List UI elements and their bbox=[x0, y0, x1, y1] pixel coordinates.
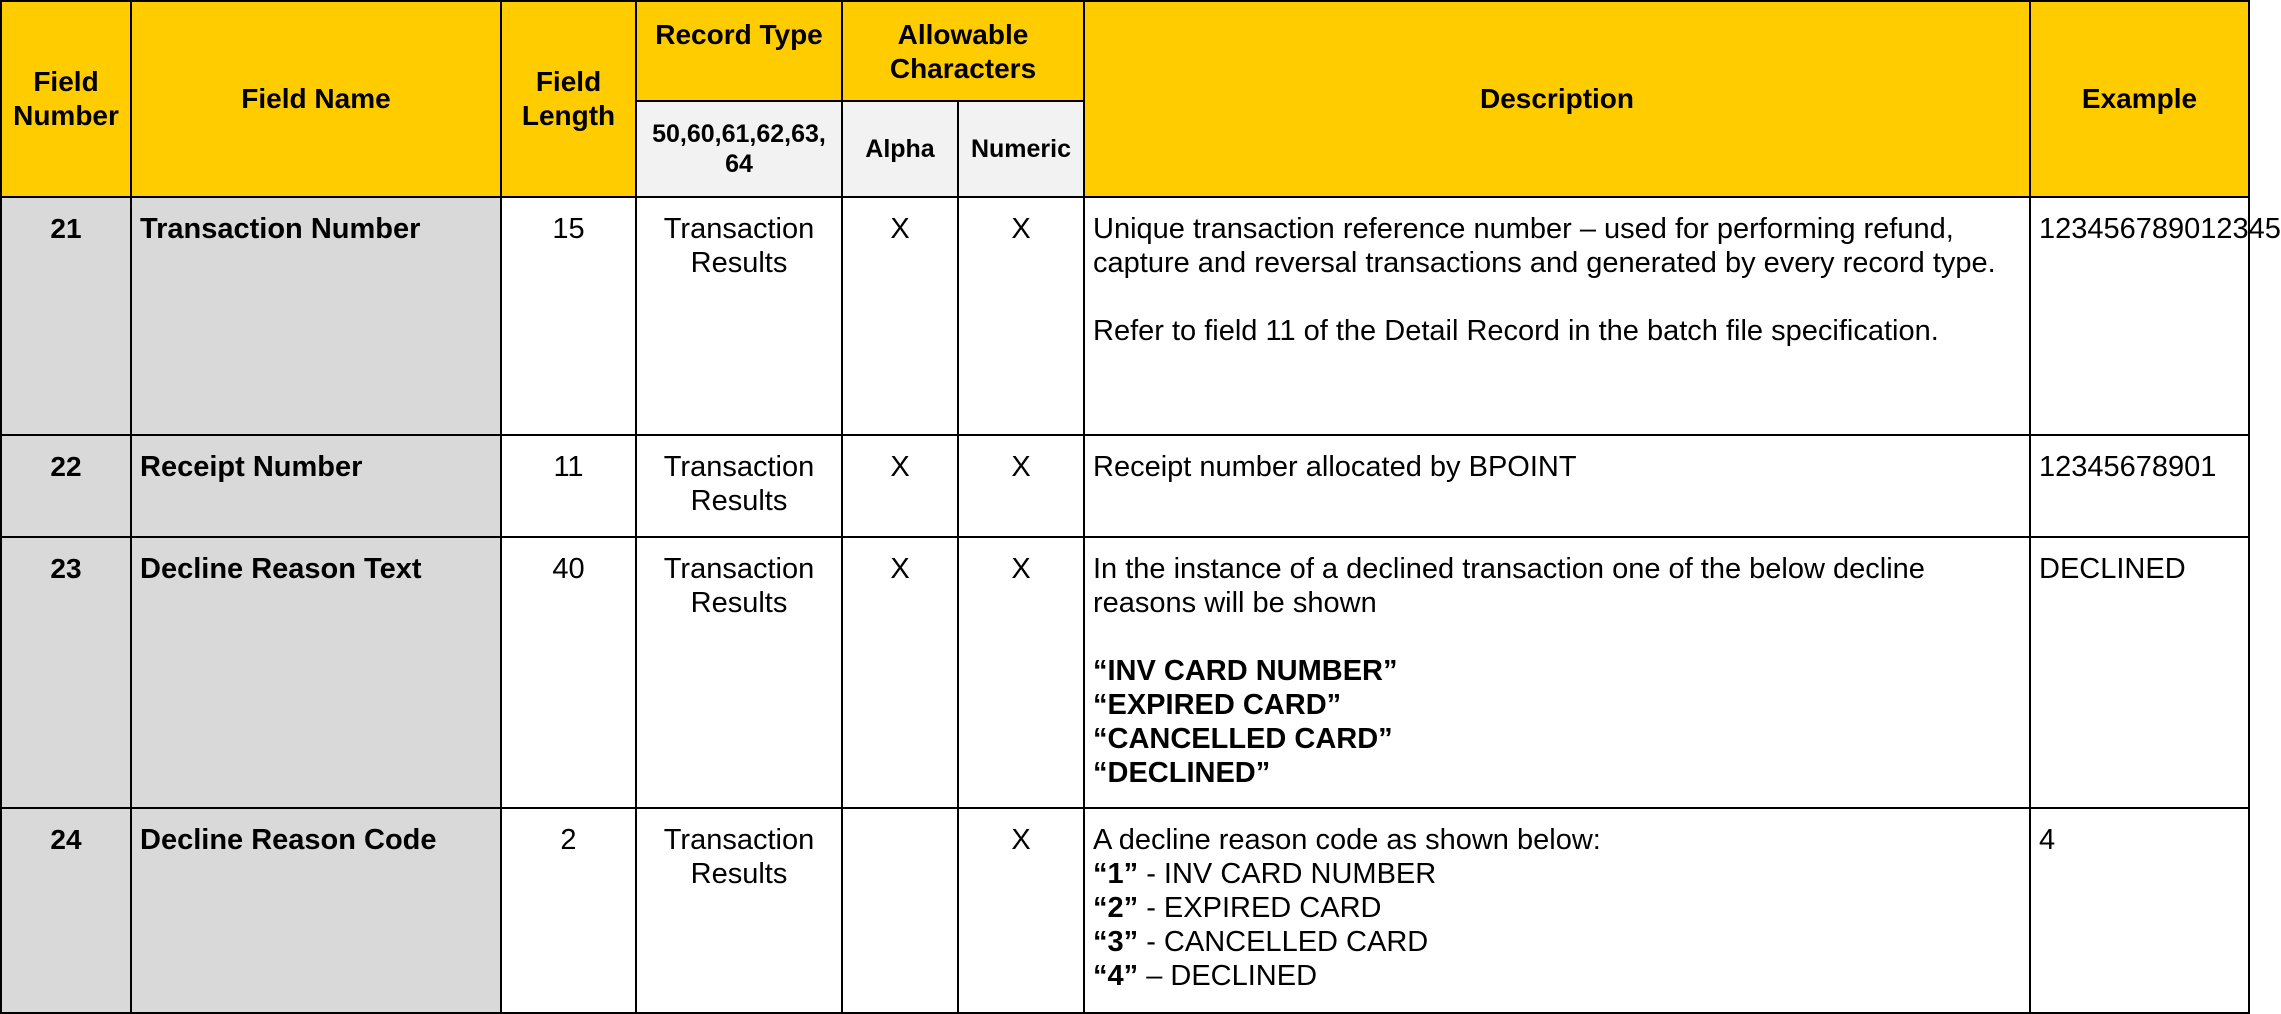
decline-code-label: EXPIRED CARD bbox=[1163, 892, 1382, 924]
header-allowable-characters: Allowable Characters bbox=[842, 1, 1084, 101]
table-row bbox=[1, 808, 2249, 1013]
field-number-cell: 22 bbox=[1, 435, 131, 537]
numeric-cell: X bbox=[958, 197, 1084, 435]
example-cell: DECLINED bbox=[2030, 537, 2249, 808]
header-numeric: Numeric bbox=[958, 101, 1084, 197]
decline-code-item bbox=[1093, 959, 2021, 993]
header-field-length: Field Length bbox=[501, 1, 636, 197]
decline-reason-item: “DECLINED” bbox=[1093, 757, 1271, 789]
example-cell: 4 bbox=[2030, 808, 2249, 1013]
header-record-type: Record Type bbox=[636, 1, 842, 101]
field-name-cell: Decline Reason Text bbox=[131, 537, 501, 808]
decline-reason-item: “INV CARD NUMBER” bbox=[1093, 655, 1398, 687]
table-row bbox=[1, 435, 2249, 537]
decline-code-item bbox=[1093, 891, 2021, 925]
decline-code: “3” bbox=[1093, 926, 1139, 958]
numeric-cell: X bbox=[958, 435, 1084, 537]
description-text: In the instance of a declined transaction one of the below decline reasons will be shown bbox=[1093, 553, 1925, 619]
description-cell bbox=[1084, 435, 2030, 537]
field-number-cell: 23 bbox=[1, 537, 131, 808]
field-length-cell: 15 bbox=[501, 197, 636, 435]
alpha-cell: X bbox=[842, 537, 958, 808]
numeric-cell: X bbox=[958, 808, 1084, 1013]
decline-code-item bbox=[1093, 925, 2021, 959]
decline-code-label: DECLINED bbox=[1170, 960, 1318, 992]
field-name-cell: Transaction Number bbox=[131, 197, 501, 435]
decline-code: “4” bbox=[1093, 960, 1139, 992]
header-field-name: Field Name bbox=[131, 1, 501, 197]
example-cell: 12345678901 bbox=[2030, 435, 2249, 537]
field-name-cell: Receipt Number bbox=[131, 435, 501, 537]
record-type-cell: Transaction Results bbox=[636, 537, 842, 808]
alpha-cell: X bbox=[842, 435, 958, 537]
field-number-cell: 21 bbox=[1, 197, 131, 435]
decline-reason-item: “CANCELLED CARD” bbox=[1093, 723, 1393, 755]
decline-code-separator: - bbox=[1138, 858, 1164, 890]
description-note: Refer to field 11 of the Detail Record in the batch file specification. bbox=[1093, 315, 1939, 347]
header-example: Example bbox=[2030, 1, 2249, 197]
table-row bbox=[1, 197, 2249, 435]
decline-code-item bbox=[1093, 857, 2021, 891]
numeric-cell: X bbox=[958, 537, 1084, 808]
decline-code: “1” bbox=[1093, 858, 1139, 890]
description-cell bbox=[1084, 197, 2030, 435]
description-text: A decline reason code as shown below: bbox=[1093, 824, 1601, 856]
field-length-cell: 2 bbox=[501, 808, 636, 1013]
record-type-cell: Transaction Results bbox=[636, 435, 842, 537]
field-name-cell: Decline Reason Code bbox=[131, 808, 501, 1013]
alpha-cell bbox=[842, 808, 958, 1013]
field-number-cell: 24 bbox=[1, 808, 131, 1013]
decline-code: “2” bbox=[1093, 892, 1139, 924]
example-cell: 123456789012345 bbox=[2030, 197, 2249, 435]
table-row bbox=[1, 537, 2249, 808]
header-description: Description bbox=[1084, 1, 2030, 197]
description-cell bbox=[1084, 537, 2030, 808]
description-text: Unique transaction reference number – used for performing refund, capture and reversal transactions and generated by every record type. bbox=[1093, 213, 1996, 279]
decline-code-separator: - bbox=[1138, 892, 1164, 924]
description-cell bbox=[1084, 808, 2030, 1013]
header-alpha: Alpha bbox=[842, 101, 958, 197]
record-type-cell: Transaction Results bbox=[636, 197, 842, 435]
alpha-cell: X bbox=[842, 197, 958, 435]
decline-reason-item: “EXPIRED CARD” bbox=[1093, 689, 1342, 721]
field-length-cell: 11 bbox=[501, 435, 636, 537]
record-type-cell: Transaction Results bbox=[636, 808, 842, 1013]
header-record-type-values: 50,60,61,62,63, 64 bbox=[636, 101, 842, 197]
decline-code-separator: – bbox=[1138, 960, 1171, 992]
header-field-number: Field Number bbox=[1, 1, 131, 197]
decline-code-label: INV CARD NUMBER bbox=[1163, 858, 1437, 890]
description-text: Receipt number allocated by BPOINT bbox=[1093, 451, 1577, 483]
field-length-cell: 40 bbox=[501, 537, 636, 808]
decline-code-separator: - bbox=[1138, 926, 1164, 958]
decline-code-label: CANCELLED CARD bbox=[1163, 926, 1429, 958]
